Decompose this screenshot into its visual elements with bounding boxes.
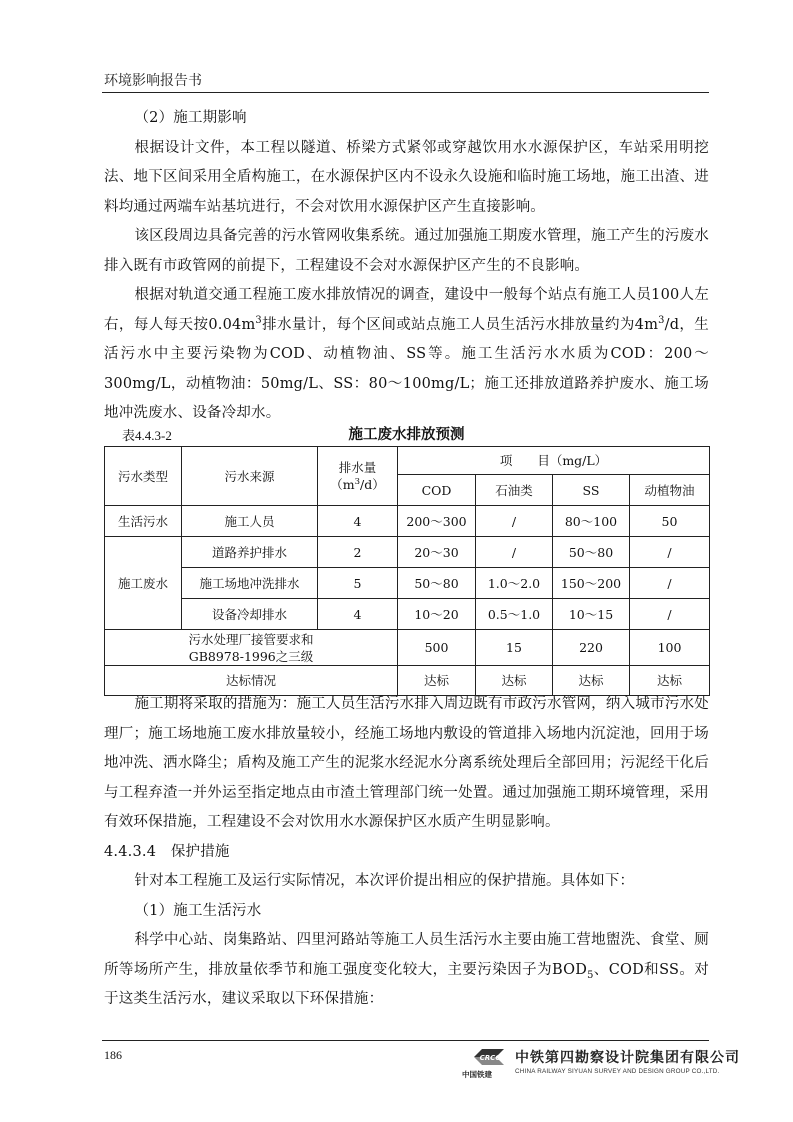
cell-oil: 达标 (476, 666, 553, 696)
cell-type: 施工废水 (105, 537, 182, 630)
table-row (105, 506, 710, 537)
cell-ss: 220 (553, 630, 630, 666)
cell-volume: 2 (318, 537, 398, 568)
header-cod: COD (398, 475, 476, 506)
cell-ss: 80～100 (553, 506, 630, 537)
cell-cod: 达标 (398, 666, 476, 696)
logo-text: CRCC (479, 1054, 501, 1062)
table-title: 施工废水排放预测 (348, 427, 465, 443)
cell-animal-oil: / (630, 599, 710, 630)
cell-ss: 150～200 (553, 568, 630, 599)
cell-volume: 4 (318, 599, 398, 630)
header-items: 项 目（mg/L） (398, 447, 710, 475)
header-oil: 石油类 (476, 475, 553, 506)
cell-type: 生活污水 (105, 506, 182, 537)
subsection-heading: （2）施工期影响 (134, 110, 247, 126)
paragraph: 根据设计文件，本工程以隧道、桥梁方式紧邻或穿越饮用水水源保护区，车站采用明挖法、地下区间采用全盾构施工，在水源保护区内不设永久设施和临时施工场地，施工出渣、进料均通过两端车站基坑进行，不会对饮用水源保护区产生直接影响。 (104, 139, 709, 215)
table-caption (104, 423, 709, 443)
company-name-en: CHINA RAILWAY SIYUAN SURVEY AND DESIGN GROUP CO.,LTD. (515, 1068, 720, 1075)
paragraph (104, 281, 709, 429)
document-header-title: 环境影响报告书 (104, 73, 202, 89)
paragraph (104, 926, 709, 1015)
wastewater-discharge-table (104, 446, 710, 696)
cell-cod: 200～300 (398, 506, 476, 537)
text-run: GB8978-1996之三级 (188, 648, 314, 664)
paragraph: 针对本工程施工及运行实际情况，本次评价提出相应的保护措施。具体如下： (134, 873, 635, 889)
subscript: 5 (587, 969, 594, 981)
section-construction-impact (104, 104, 709, 429)
cell-oil: / (476, 537, 553, 568)
table-row (105, 630, 710, 666)
text-run: /d，生活污水中主要污染物为COD、动植物油、SS等。施工生活污水水质为COD：200～300mg/L，动植物油：50mg/L、SS：80～100mg/L；施工还排放道路养护废水、施工场地冲洗废水、设备冷却水。 (104, 316, 709, 421)
paragraph: 施工期将采取的措施为：施工人员生活污水排入周边既有市政污水管网，纳入城市污水处理厂；施工场地施工废水排放量较小，经施工场地内敷设的管道排入场地内沉淀池，回用于场地冲洗、洒水降尘；盾构及施工产生的泥浆水经泥水分离系统处理后全部回用；污泥经干化后与工程弃渣一并外运至指定地点由市渣土管理部门统一处置。通过加强施工期环境管理，采用有效环保措施，工程建设不会对饮用水水源保护区水质产生明显影响。 (104, 696, 709, 830)
header-type: 污水类型 (105, 447, 182, 506)
cell-source: 施工场地冲洗排水 (182, 568, 318, 599)
text-run: 根据对轨道交通工程施工废水排放情况的调查，建设中一般每个站点有施工人员100人左右，每人每天按0.04m (104, 287, 709, 333)
header-volume (318, 447, 398, 506)
cell-source: 道路养护排水 (182, 537, 318, 568)
cell-oil: / (476, 506, 553, 537)
text-run: 、COD和SS。对于这类生活污水，建议采取以下环保措施： (104, 961, 709, 1007)
cell-oil: 1.0～2.0 (476, 568, 553, 599)
cell-oil: 15 (476, 630, 553, 666)
cell-cod: 10～20 (398, 599, 476, 630)
section-heading: 4.4.3.4 保护措施 (104, 843, 230, 860)
cell-ss: 50～80 (553, 537, 630, 568)
cell-ss: 达标 (553, 666, 630, 696)
cell-animal-oil: / (630, 568, 710, 599)
superscript: 3 (255, 314, 262, 326)
text-run: 排水量 (338, 460, 377, 475)
text-run: 排水量计，每个区间或站点施工人员生活污水排放量约为4m (261, 316, 659, 333)
footer-divider (102, 1040, 709, 1041)
subsection-heading: （1）施工生活污水 (134, 902, 262, 919)
cell-compliance-label: 达标情况 (105, 666, 398, 696)
table-row (105, 537, 710, 568)
paragraph: 该区段周边具备完善的污水管网收集系统。通过加强施工期废水管理，施工产生的污废水排入既有市政管网的前提下，工程建设不会对水源保护区产生的不良影响。 (104, 228, 709, 274)
cell-standard-label (105, 630, 398, 666)
table-row (105, 599, 710, 630)
table-number: 表4.4.3-2 (122, 428, 172, 443)
cell-animal-oil: 50 (630, 506, 710, 537)
cell-animal-oil: 100 (630, 630, 710, 666)
header-divider (102, 92, 709, 93)
header-animal-oil: 动植物油 (630, 475, 710, 506)
cell-cod: 500 (398, 630, 476, 666)
text-run: 科学中心站、岗集路站、四里河路站等施工人员生活污水主要由施工营地盥洗、食堂、厕所等场所产生，排放量依季节和施工强度变化较大，主要污染因子为BOD (104, 932, 709, 978)
header-ss: SS (553, 475, 630, 506)
cell-oil: 0.5～1.0 (476, 599, 553, 630)
table-row (105, 568, 710, 599)
logo-subtitle: 中国铁建 (462, 1070, 492, 1079)
cell-source: 施工人员 (182, 506, 318, 537)
cell-volume: 4 (318, 506, 398, 537)
header-source: 污水来源 (182, 447, 318, 506)
text-run: /d） (360, 477, 385, 492)
text-run: 污水处理厂接管要求和 (188, 631, 314, 647)
superscript: 3 (354, 476, 361, 487)
cell-volume: 5 (318, 568, 398, 599)
cell-ss: 10～15 (553, 599, 630, 630)
section-protection-measures (104, 690, 709, 1015)
text-run: （m (330, 477, 355, 492)
cell-animal-oil: / (630, 537, 710, 568)
page-number: 186 (104, 1048, 122, 1062)
cell-cod: 50～80 (398, 568, 476, 599)
company-name-cn: 中铁第四勘察设计院集团有限公司 (515, 1050, 740, 1066)
cell-cod: 20～30 (398, 537, 476, 568)
superscript: 3 (658, 314, 665, 326)
cell-animal-oil: 达标 (630, 666, 710, 696)
cell-source: 设备冷却排水 (182, 599, 318, 630)
